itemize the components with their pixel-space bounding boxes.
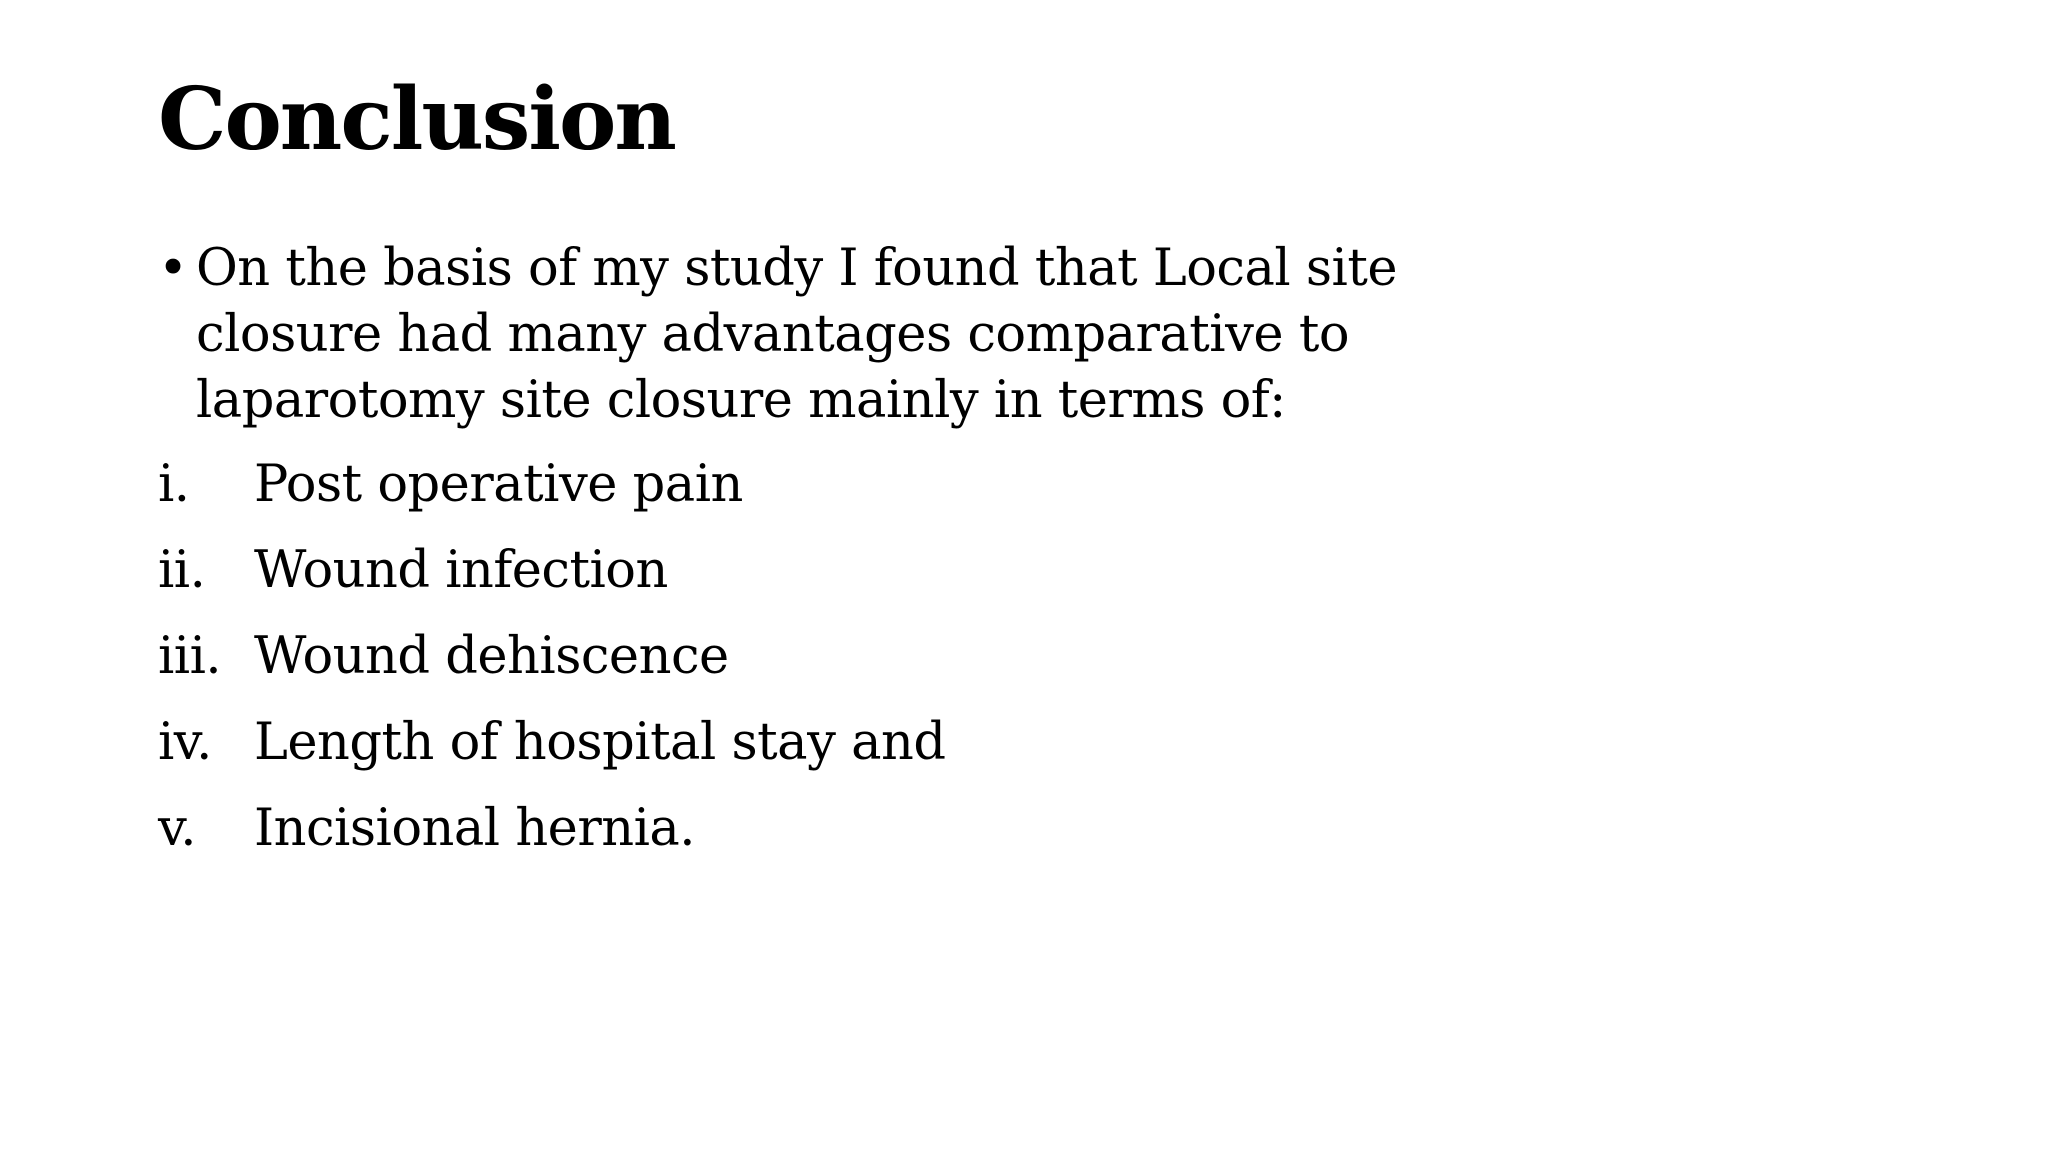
list-item (158, 452, 1488, 518)
slide-title: Conclusion (158, 69, 675, 170)
list-item (158, 796, 1488, 862)
bullet-marker: • (158, 239, 188, 298)
slide-body (158, 236, 1488, 882)
list-item-text: Incisional hernia. (254, 799, 696, 858)
list-item (158, 624, 1488, 690)
bullet-text: On the basis of my study I found that Local site closure had many advantages comparative to laparotomy site closure mainly in terms of: (196, 239, 1398, 430)
list-marker: iii. (158, 627, 222, 686)
list-item (158, 538, 1488, 604)
list-marker: iv. (158, 713, 212, 772)
list-marker: ii. (158, 541, 206, 600)
list-item (158, 710, 1488, 776)
list-marker: i. (158, 455, 190, 514)
list-item-text: Wound dehiscence (254, 627, 729, 686)
list-marker: v. (158, 799, 196, 858)
bullet-item (158, 236, 1488, 434)
list-item-text: Post operative pain (254, 455, 743, 514)
ordered-list (158, 452, 1488, 862)
list-item-text: Length of hospital stay and (254, 713, 946, 772)
list-item-text: Wound infection (254, 541, 668, 600)
